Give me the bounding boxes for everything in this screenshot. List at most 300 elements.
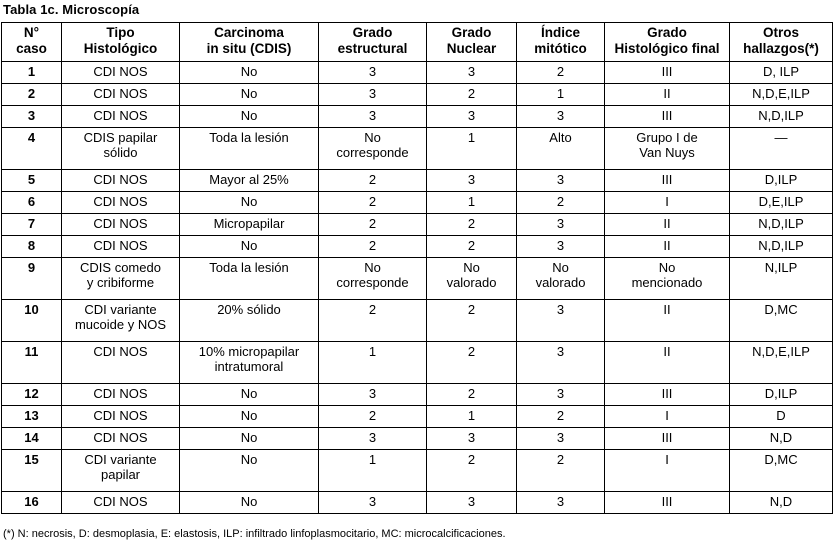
cell-line: CDI NOS bbox=[93, 86, 148, 101]
cell-line: No bbox=[240, 238, 258, 253]
cell-other-findings bbox=[730, 106, 833, 128]
cell-structural-grade bbox=[319, 384, 427, 406]
cell-line: estructural bbox=[337, 41, 408, 56]
cell-line: caso bbox=[16, 41, 47, 56]
cell-line: CDI NOS bbox=[93, 430, 148, 445]
cell-line: intratumoral bbox=[214, 359, 284, 374]
cell-line: 3 bbox=[556, 172, 565, 187]
cell-line: I bbox=[665, 194, 669, 209]
cell-carcinoma-in-situ bbox=[180, 492, 319, 514]
cell-line: CDIS comedo bbox=[80, 260, 161, 275]
cell-mitotic-index bbox=[517, 492, 605, 514]
cell-final-histologic-grade bbox=[605, 342, 730, 384]
cell-carcinoma-in-situ bbox=[180, 384, 319, 406]
cell-line: 3 bbox=[467, 108, 476, 123]
cell-nuclear-grade bbox=[427, 170, 517, 192]
cell-final-histologic-grade bbox=[605, 192, 730, 214]
cell-final-histologic-grade bbox=[605, 492, 730, 514]
cell-structural-grade bbox=[319, 258, 427, 300]
cell-case-number bbox=[2, 236, 62, 258]
cell-histologic-type bbox=[62, 236, 180, 258]
cell-carcinoma-in-situ bbox=[180, 450, 319, 492]
cell-line: 3 bbox=[467, 172, 476, 187]
cell-mitotic-index bbox=[517, 170, 605, 192]
cell-line: 3 bbox=[27, 108, 36, 123]
cell-mitotic-index bbox=[517, 428, 605, 450]
cell-mitotic-index bbox=[517, 258, 605, 300]
cell-histologic-type bbox=[62, 492, 180, 514]
cell-line: N,D bbox=[769, 430, 793, 445]
cell-line: D,MC bbox=[764, 452, 798, 467]
cell-nuclear-grade bbox=[427, 342, 517, 384]
cell-mitotic-index bbox=[517, 84, 605, 106]
cell-case-number bbox=[2, 258, 62, 300]
cell-line: 3 bbox=[556, 216, 565, 231]
cell-mitotic-index bbox=[517, 128, 605, 170]
cell-line: CDI NOS bbox=[93, 408, 148, 423]
cell-line: corresponde bbox=[336, 145, 409, 160]
cell-line: 3 bbox=[556, 302, 565, 317]
microscopy-table bbox=[1, 22, 833, 514]
cell-line: 2 bbox=[27, 86, 36, 101]
cell-structural-grade bbox=[319, 192, 427, 214]
cell-final-histologic-grade bbox=[605, 84, 730, 106]
cell-final-histologic-grade bbox=[605, 300, 730, 342]
cell-final-histologic-grade bbox=[605, 170, 730, 192]
cell-line: D bbox=[776, 408, 786, 423]
cell-line: CDI NOS bbox=[93, 64, 148, 79]
cell-histologic-type bbox=[62, 106, 180, 128]
table-row bbox=[2, 384, 833, 406]
cell-nuclear-grade bbox=[427, 128, 517, 170]
cell-line: N,D,ILP bbox=[758, 108, 804, 123]
cell-final-histologic-grade bbox=[605, 258, 730, 300]
cell-line: No bbox=[240, 64, 258, 79]
cell-line: 10 bbox=[24, 302, 39, 317]
cell-other-findings bbox=[730, 384, 833, 406]
header-structural-grade bbox=[319, 23, 427, 62]
cell-other-findings bbox=[730, 450, 833, 492]
cell-line: CDIS papilar bbox=[83, 130, 158, 145]
cell-line: No bbox=[240, 386, 258, 401]
cell-line: I bbox=[665, 452, 669, 467]
cell-carcinoma-in-situ bbox=[180, 128, 319, 170]
cell-nuclear-grade bbox=[427, 406, 517, 428]
cell-line: 2 bbox=[368, 216, 377, 231]
cell-line: 1 bbox=[467, 194, 476, 209]
cell-structural-grade bbox=[319, 492, 427, 514]
cell-structural-grade bbox=[319, 62, 427, 84]
cell-final-histologic-grade bbox=[605, 128, 730, 170]
cell-line: I bbox=[665, 408, 669, 423]
cell-line: 2 bbox=[467, 216, 476, 231]
cell-structural-grade bbox=[319, 214, 427, 236]
cell-line: 3 bbox=[467, 494, 476, 509]
cell-other-findings bbox=[730, 62, 833, 84]
cell-line: D,MC bbox=[764, 302, 798, 317]
cell-mitotic-index bbox=[517, 192, 605, 214]
cell-histologic-type bbox=[62, 128, 180, 170]
cell-nuclear-grade bbox=[427, 236, 517, 258]
cell-line: CDI NOS bbox=[93, 108, 148, 123]
cell-carcinoma-in-situ bbox=[180, 406, 319, 428]
cell-other-findings bbox=[730, 406, 833, 428]
header-case-number bbox=[2, 23, 62, 62]
cell-line: No bbox=[552, 260, 569, 275]
table-row bbox=[2, 300, 833, 342]
cell-line: III bbox=[661, 108, 673, 123]
cell-line: 3 bbox=[556, 386, 565, 401]
cell-line: sólido bbox=[103, 145, 138, 160]
cell-structural-grade bbox=[319, 236, 427, 258]
cell-line: 16 bbox=[24, 494, 39, 509]
cell-line: 2 bbox=[556, 408, 565, 423]
cell-line: N,D,E,ILP bbox=[752, 344, 810, 359]
cell-line: No bbox=[240, 108, 258, 123]
cell-line: 3 bbox=[556, 238, 565, 253]
cell-case-number bbox=[2, 192, 62, 214]
cell-line: No bbox=[240, 86, 258, 101]
cell-mitotic-index bbox=[517, 406, 605, 428]
cell-line: 6 bbox=[27, 194, 36, 209]
cell-final-histologic-grade bbox=[605, 384, 730, 406]
cell-final-histologic-grade bbox=[605, 106, 730, 128]
cell-line: 2 bbox=[467, 238, 476, 253]
table-row bbox=[2, 106, 833, 128]
cell-line: 4 bbox=[27, 130, 36, 145]
cell-line: III bbox=[661, 430, 673, 445]
cell-structural-grade bbox=[319, 84, 427, 106]
header-final-histologic-grade bbox=[605, 23, 730, 62]
cell-case-number bbox=[2, 84, 62, 106]
cell-line: 1 bbox=[556, 86, 565, 101]
cell-histologic-type bbox=[62, 214, 180, 236]
cell-line: 10% micropapilar bbox=[198, 344, 300, 359]
cell-line: 2 bbox=[467, 302, 476, 317]
cell-line: Índice bbox=[540, 25, 580, 40]
table-row bbox=[2, 84, 833, 106]
cell-line: 2 bbox=[556, 194, 565, 209]
footnote: (*) N: necrosis, D: desmoplasia, E: elastosis, ILP: infiltrado linfoplasmocitario, MC: microcalcificaciones. bbox=[3, 528, 506, 540]
cell-carcinoma-in-situ bbox=[180, 300, 319, 342]
cell-line: mitótico bbox=[534, 41, 587, 56]
cell-line: mucoide y NOS bbox=[74, 317, 167, 332]
cell-case-number bbox=[2, 128, 62, 170]
cell-line: in situ (CDIS) bbox=[206, 41, 292, 56]
cell-line: II bbox=[663, 344, 671, 359]
cell-mitotic-index bbox=[517, 106, 605, 128]
cell-histologic-type bbox=[62, 384, 180, 406]
cell-line: III bbox=[661, 172, 673, 187]
cell-carcinoma-in-situ bbox=[180, 236, 319, 258]
cell-line: CDI NOS bbox=[93, 238, 148, 253]
cell-line: N,D,ILP bbox=[758, 216, 804, 231]
cell-line: D,ILP bbox=[764, 386, 798, 401]
cell-line: Histológico final bbox=[614, 41, 720, 56]
cell-line: No bbox=[240, 452, 258, 467]
cell-other-findings bbox=[730, 258, 833, 300]
cell-other-findings bbox=[730, 236, 833, 258]
cell-nuclear-grade bbox=[427, 450, 517, 492]
cell-line: Otros bbox=[762, 25, 799, 40]
cell-line: Tipo bbox=[106, 25, 135, 40]
cell-line: 1 bbox=[467, 408, 476, 423]
cell-mitotic-index bbox=[517, 384, 605, 406]
cell-carcinoma-in-situ bbox=[180, 84, 319, 106]
cell-structural-grade bbox=[319, 300, 427, 342]
cell-line: 1 bbox=[368, 344, 377, 359]
cell-structural-grade bbox=[319, 106, 427, 128]
cell-final-histologic-grade bbox=[605, 406, 730, 428]
cell-line: 20% sólido bbox=[217, 302, 281, 317]
cell-line: 2 bbox=[467, 386, 476, 401]
cell-histologic-type bbox=[62, 406, 180, 428]
cell-line: 2 bbox=[368, 302, 377, 317]
cell-nuclear-grade bbox=[427, 384, 517, 406]
cell-line: CDI variante bbox=[84, 452, 157, 467]
cell-other-findings bbox=[730, 170, 833, 192]
cell-line: 2 bbox=[368, 238, 377, 253]
cell-mitotic-index bbox=[517, 214, 605, 236]
cell-line: II bbox=[663, 302, 671, 317]
cell-line: Alto bbox=[549, 130, 572, 145]
cell-structural-grade bbox=[319, 170, 427, 192]
cell-line: II bbox=[663, 86, 671, 101]
cell-nuclear-grade bbox=[427, 300, 517, 342]
cell-line: 2 bbox=[368, 172, 377, 187]
table-row bbox=[2, 428, 833, 450]
cell-histologic-type bbox=[62, 192, 180, 214]
cell-histologic-type bbox=[62, 300, 180, 342]
cell-line: No bbox=[240, 408, 258, 423]
cell-case-number bbox=[2, 342, 62, 384]
cell-final-histologic-grade bbox=[605, 62, 730, 84]
table-caption: Tabla 1c. Microscopía bbox=[3, 2, 140, 17]
cell-line: papilar bbox=[100, 467, 141, 482]
cell-line: II bbox=[663, 238, 671, 253]
cell-line: Carcinoma bbox=[214, 25, 284, 40]
cell-line: 3 bbox=[556, 494, 565, 509]
header-mitotic-index bbox=[517, 23, 605, 62]
cell-case-number bbox=[2, 428, 62, 450]
cell-line: 9 bbox=[27, 260, 36, 275]
cell-other-findings bbox=[730, 214, 833, 236]
cell-line: No bbox=[463, 260, 480, 275]
cell-line: 12 bbox=[24, 386, 39, 401]
cell-case-number bbox=[2, 300, 62, 342]
cell-other-findings bbox=[730, 300, 833, 342]
cell-line: 5 bbox=[27, 172, 36, 187]
cell-line: 3 bbox=[467, 430, 476, 445]
cell-structural-grade bbox=[319, 428, 427, 450]
table-row bbox=[2, 406, 833, 428]
cell-line: No bbox=[240, 494, 258, 509]
cell-line: 3 bbox=[467, 64, 476, 79]
cell-line: 13 bbox=[24, 408, 39, 423]
cell-line: 2 bbox=[556, 452, 565, 467]
table-row bbox=[2, 192, 833, 214]
cell-line: valorado bbox=[535, 275, 586, 290]
cell-line: Toda la lesión bbox=[209, 260, 289, 275]
cell-case-number bbox=[2, 450, 62, 492]
header-carcinoma-in-situ bbox=[180, 23, 319, 62]
cell-histologic-type bbox=[62, 84, 180, 106]
cell-line: No bbox=[364, 260, 381, 275]
header-nuclear-grade bbox=[427, 23, 517, 62]
cell-line: Grado bbox=[451, 25, 492, 40]
header-histologic-type bbox=[62, 23, 180, 62]
cell-line: 7 bbox=[27, 216, 36, 231]
cell-histologic-type bbox=[62, 428, 180, 450]
cell-line: 8 bbox=[27, 238, 36, 253]
table-row bbox=[2, 258, 833, 300]
cell-other-findings bbox=[730, 128, 833, 170]
cell-line: Van Nuys bbox=[639, 145, 695, 160]
cell-line: corresponde bbox=[336, 275, 409, 290]
header-other-findings bbox=[730, 23, 833, 62]
header-row bbox=[2, 23, 833, 62]
cell-histologic-type bbox=[62, 258, 180, 300]
cell-nuclear-grade bbox=[427, 84, 517, 106]
cell-line: D, ILP bbox=[762, 64, 800, 79]
cell-final-histologic-grade bbox=[605, 236, 730, 258]
cell-histologic-type bbox=[62, 342, 180, 384]
cell-carcinoma-in-situ bbox=[180, 342, 319, 384]
cell-line: 1 bbox=[467, 130, 476, 145]
cell-line: 2 bbox=[467, 86, 476, 101]
cell-case-number bbox=[2, 62, 62, 84]
cell-line: mencionado bbox=[631, 275, 703, 290]
cell-line: Grado bbox=[352, 25, 393, 40]
cell-mitotic-index bbox=[517, 450, 605, 492]
cell-case-number bbox=[2, 492, 62, 514]
table-body bbox=[2, 62, 833, 514]
table-row bbox=[2, 214, 833, 236]
cell-nuclear-grade bbox=[427, 214, 517, 236]
cell-final-histologic-grade bbox=[605, 214, 730, 236]
table-row bbox=[2, 62, 833, 84]
cell-mitotic-index bbox=[517, 62, 605, 84]
cell-carcinoma-in-situ bbox=[180, 428, 319, 450]
cell-line: II bbox=[663, 216, 671, 231]
cell-case-number bbox=[2, 384, 62, 406]
cell-histologic-type bbox=[62, 450, 180, 492]
cell-carcinoma-in-situ bbox=[180, 214, 319, 236]
cell-other-findings bbox=[730, 428, 833, 450]
cell-line: D,ILP bbox=[764, 172, 798, 187]
cell-line: valorado bbox=[446, 275, 497, 290]
cell-line: III bbox=[661, 64, 673, 79]
cell-line: III bbox=[661, 386, 673, 401]
cell-carcinoma-in-situ bbox=[180, 62, 319, 84]
cell-line: 3 bbox=[368, 64, 377, 79]
cell-nuclear-grade bbox=[427, 62, 517, 84]
cell-nuclear-grade bbox=[427, 192, 517, 214]
cell-line: — bbox=[774, 130, 788, 145]
cell-line: 2 bbox=[368, 408, 377, 423]
cell-line: 2 bbox=[467, 452, 476, 467]
cell-nuclear-grade bbox=[427, 106, 517, 128]
cell-structural-grade bbox=[319, 128, 427, 170]
cell-case-number bbox=[2, 214, 62, 236]
cell-line: Micropapilar bbox=[213, 216, 285, 231]
cell-carcinoma-in-situ bbox=[180, 258, 319, 300]
cell-line: CDI NOS bbox=[93, 172, 148, 187]
cell-line: Nuclear bbox=[446, 41, 497, 56]
cell-line: 11 bbox=[24, 344, 39, 359]
cell-line: 2 bbox=[556, 64, 565, 79]
cell-structural-grade bbox=[319, 450, 427, 492]
cell-other-findings bbox=[730, 84, 833, 106]
cell-nuclear-grade bbox=[427, 428, 517, 450]
cell-structural-grade bbox=[319, 406, 427, 428]
cell-line: 2 bbox=[467, 344, 476, 359]
cell-mitotic-index bbox=[517, 300, 605, 342]
cell-nuclear-grade bbox=[427, 258, 517, 300]
cell-carcinoma-in-situ bbox=[180, 192, 319, 214]
cell-line: N,D bbox=[769, 494, 793, 509]
cell-line: N,D,ILP bbox=[758, 238, 804, 253]
cell-other-findings bbox=[730, 192, 833, 214]
cell-line: Grado bbox=[647, 25, 687, 40]
cell-line: No bbox=[364, 130, 381, 145]
cell-mitotic-index bbox=[517, 236, 605, 258]
cell-line: III bbox=[661, 494, 673, 509]
cell-final-histologic-grade bbox=[605, 450, 730, 492]
cell-case-number bbox=[2, 106, 62, 128]
cell-line: CDI NOS bbox=[93, 494, 148, 509]
cell-line: 1 bbox=[368, 452, 377, 467]
cell-line: No bbox=[240, 194, 258, 209]
cell-line: 3 bbox=[556, 344, 565, 359]
cell-line: CDI NOS bbox=[93, 194, 148, 209]
cell-line: 3 bbox=[368, 430, 377, 445]
table-row bbox=[2, 450, 833, 492]
cell-case-number bbox=[2, 170, 62, 192]
cell-carcinoma-in-situ bbox=[180, 170, 319, 192]
table-row bbox=[2, 342, 833, 384]
table-row bbox=[2, 492, 833, 514]
cell-line: 3 bbox=[556, 430, 565, 445]
cell-line: CDI NOS bbox=[93, 344, 148, 359]
cell-line: CDI NOS bbox=[93, 386, 148, 401]
cell-line: D,E,ILP bbox=[758, 194, 804, 209]
cell-nuclear-grade bbox=[427, 492, 517, 514]
cell-line: 14 bbox=[24, 430, 39, 445]
cell-line: N,ILP bbox=[764, 260, 798, 275]
cell-line: 3 bbox=[368, 108, 377, 123]
cell-line: Mayor al 25% bbox=[209, 172, 289, 187]
cell-line: No bbox=[658, 260, 676, 275]
cell-line: CDI variante bbox=[84, 302, 157, 317]
table-row bbox=[2, 128, 833, 170]
table-row bbox=[2, 170, 833, 192]
cell-other-findings bbox=[730, 492, 833, 514]
cell-line: y cribiforme bbox=[86, 275, 155, 290]
cell-case-number bbox=[2, 406, 62, 428]
cell-line: 3 bbox=[368, 386, 377, 401]
cell-line: No bbox=[240, 430, 258, 445]
cell-histologic-type bbox=[62, 62, 180, 84]
table-row bbox=[2, 236, 833, 258]
cell-line: 1 bbox=[27, 64, 36, 79]
cell-line: N,D,E,ILP bbox=[752, 86, 810, 101]
cell-carcinoma-in-situ bbox=[180, 106, 319, 128]
cell-final-histologic-grade bbox=[605, 428, 730, 450]
cell-line: 15 bbox=[24, 452, 39, 467]
cell-line: 3 bbox=[368, 494, 377, 509]
cell-mitotic-index bbox=[517, 342, 605, 384]
